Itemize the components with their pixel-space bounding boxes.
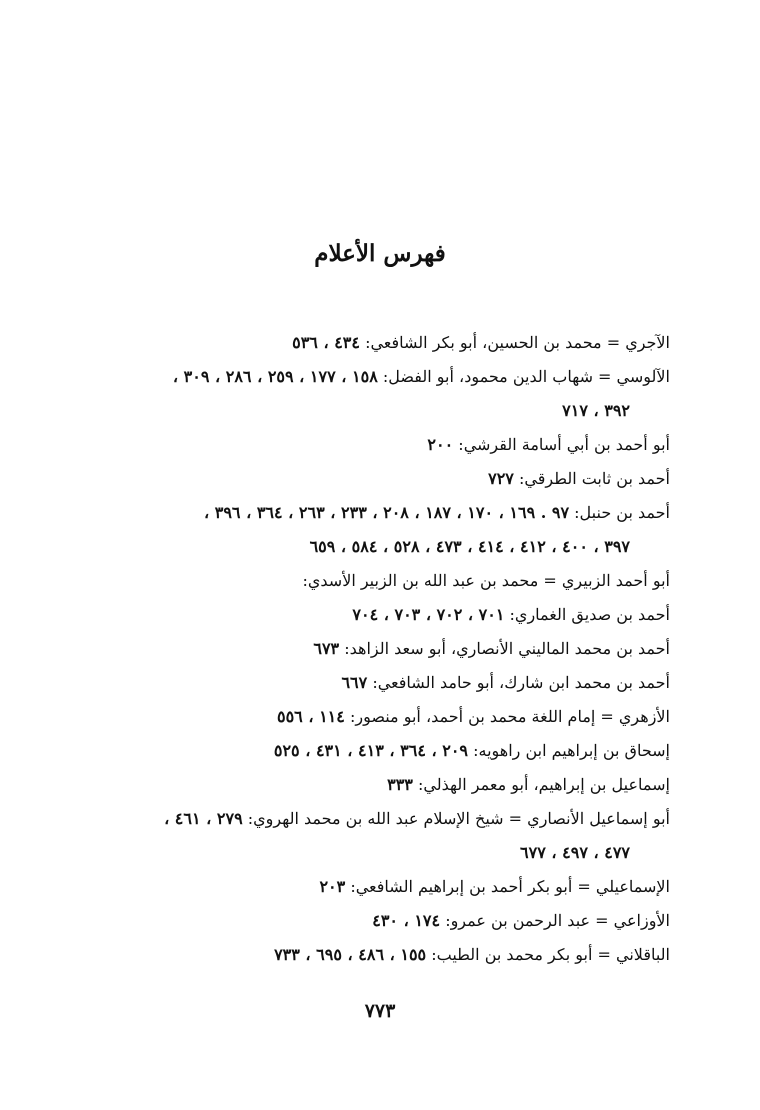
- entry-pages-continued: ٣٩٢ ، ٧١٧: [562, 401, 630, 420]
- entry-name: أحمد بن محمد ابن شارك، أبو حامد الشافعي:: [372, 673, 670, 692]
- entry-pages: ٦٧٣: [313, 639, 340, 658]
- entry-name: أحمد بن محمد الماليني الأنصاري، أبو سعد الزاهد:: [344, 639, 670, 658]
- entry-pages: ٢٧٩ ، ٤٦١ ،: [164, 809, 243, 828]
- entry-name: أحمد بن حنبل:: [574, 503, 670, 522]
- index-entry: [106, 462, 670, 496]
- entry-name: الآجري = محمد بن الحسين، أبو بكر الشافعي:: [365, 333, 670, 352]
- entry-name: الأزهري = إمام اللغة محمد بن أحمد، أبو منصور:: [349, 707, 670, 726]
- index-entry: [106, 700, 670, 734]
- index-entry: [106, 666, 670, 700]
- index-entry: [106, 938, 670, 972]
- index-entries: [106, 326, 670, 972]
- index-entry: [106, 870, 670, 904]
- entry-pages: ٢٠٩ ، ٣٦٤ ، ٤١٣ ، ٤٣١ ، ٥٢٥: [273, 741, 468, 760]
- entry-pages: ١٥٥ ، ٤٨٦ ، ٦٩٥ ، ٧٣٣: [274, 945, 427, 964]
- index-entry: [106, 802, 670, 870]
- entry-pages: ٤٣٤ ، ٥٣٦: [292, 333, 360, 352]
- entry-pages: ٢٠٠: [427, 435, 454, 454]
- entry-pages-continued: ٤٧٧ ، ٤٩٧ ، ٦٧٧: [520, 843, 630, 862]
- entry-name: الباقلاني = أبو بكر محمد بن الطيب:: [431, 945, 670, 964]
- index-entry: [106, 360, 670, 428]
- page-title: فهرس الأعلام: [314, 240, 446, 267]
- entry-pages: ٢٠٣: [319, 877, 346, 896]
- entry-name: إسماعيل بن إبراهيم، أبو معمر الهذلي:: [417, 775, 670, 794]
- entry-pages: ٩٧ . ١٦٩ ، ١٧٠ ، ١٨٧ ، ٢٠٨ ، ٢٣٣ ، ٢٦٣ ، ٣٦٤ ، ٣٩٦ ،: [203, 503, 570, 522]
- entry-pages: ١٧٤ ، ٤٣٠: [372, 911, 441, 930]
- index-entry: [106, 904, 670, 938]
- entry-pages: ٣٣٣: [387, 775, 413, 794]
- entry-pages: ١١٤ ، ٥٥٦: [276, 707, 345, 726]
- index-entry: [106, 496, 670, 564]
- index-entry: [106, 768, 670, 802]
- entry-name: إسحاق بن إبراهيم ابن راهويه:: [473, 741, 670, 760]
- index-entry: [106, 326, 670, 360]
- index-entry: [106, 734, 670, 768]
- index-entry: [106, 632, 670, 666]
- entry-name: الآلوسي = شهاب الدين محمود، أبو الفضل:: [382, 367, 670, 386]
- page-number: ٧٧٣: [364, 1000, 396, 1022]
- entry-name: أحمد بن صديق الغماري:: [509, 605, 670, 624]
- entry-pages: ٦٦٧: [341, 673, 368, 692]
- entry-name: أبو أحمد الزبيري = محمد بن عبد الله بن الزبير الأسدي:: [302, 571, 670, 590]
- entry-pages: ٧٢٧: [488, 469, 514, 488]
- index-entry: [106, 428, 670, 462]
- entry-name: أبو إسماعيل الأنصاري = شيخ الإسلام عبد الله بن محمد الهروي:: [247, 809, 670, 828]
- index-entry: [106, 598, 670, 632]
- entry-pages: ٧٠١ ، ٧٠٢ ، ٧٠٣ ، ٧٠٤: [352, 605, 505, 624]
- entry-name: الأوزاعي = عبد الرحمن بن عمرو:: [445, 911, 670, 930]
- index-entry: [106, 564, 670, 598]
- entry-pages: ١٥٨ ، ١٧٧ ، ٢٥٩ ، ٢٨٦ ، ٣٠٩ ،: [172, 367, 378, 386]
- entry-pages-continued: ٣٩٧ ، ٤٠٠ ، ٤١٢ ، ٤١٤ ، ٤٧٣ ، ٥٢٨ ، ٥٨٤ ، ٦٥٩: [309, 537, 630, 556]
- entry-name: أحمد بن ثابت الطرقي:: [518, 469, 670, 488]
- entry-name: أبو أحمد بن أبي أسامة القرشي:: [458, 435, 670, 454]
- entry-name: الإسماعيلي = أبو بكر أحمد بن إبراهيم الشافعي:: [350, 877, 670, 896]
